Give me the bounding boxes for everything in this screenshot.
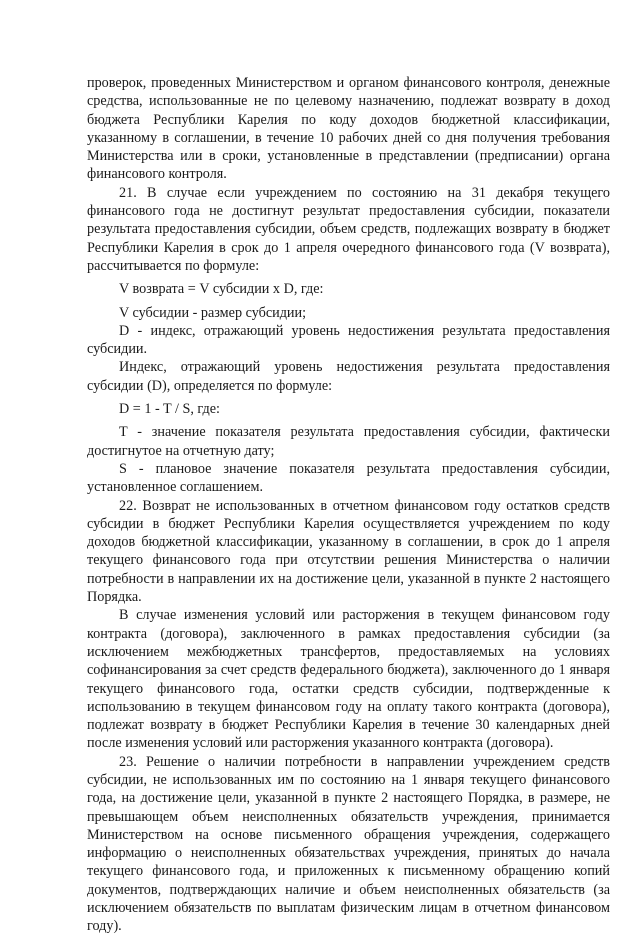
formula-v-return: V возврата = V субсидии x D, где: xyxy=(119,281,324,298)
paragraph-index-formula-intro: Индекс, отражающий уровень недостижения результата предоставления субсидии (D), определяется по формуле: xyxy=(87,359,610,394)
definition-s: S - плановое значение показателя результата предоставления субсидии, установленное соглашением. xyxy=(87,460,610,496)
paragraph-22: 22. Возврат не использованных в отчетном финансовом году остатков средств субсидии в бюджет Республики Карелия осуществляется учреждением по коду доходов бюджетной классификации, указанному в соглашении, в срок до 1 апреля текущего финансового года при отсутствии решения Министерства о наличии потребности в направлении их на достижение цели, указанной в пункте 2 настоящего Порядка. xyxy=(87,497,610,606)
paragraph-21: 21. В случае если учреждением по состоянию на 31 декабря текущего финансового года не достигнут результат предоставления субсидии, показатели результата предоставления субсидии, объем средств, подлежащих возврату в бюджет Республики Карелия в срок до 1 апреля очередного финансового года (V возврата), рассчитывается по формуле: xyxy=(87,184,610,274)
formula-d: D = 1 - T / S, где: xyxy=(119,401,220,418)
definition-v-subsidy: V субсидии - размер субсидии; xyxy=(119,304,307,321)
paragraph-continuation: проверок, проведенных Министерством и органом финансового контроля, денежные средства, использованные не по целевому назначению, подлежат возврату в доход бюджета Республики Карелия по коду доходов бюджетной классификации, указанному в соглашении, в течение 10 рабочих дней со дня получения требования Министерства или в сроки, установленные в представлении (предписании) органа финансового контроля. xyxy=(87,75,610,183)
definition-d-index: D - индекс, отражающий уровень недостижения результата предоставления субсидии. xyxy=(87,322,610,358)
paragraph-23: 23. Решение о наличии потребности в направлении учреждением средств субсидии, не использованных им по состоянию на 1 января текущего финансового года, на достижение цели, указанной в пункте 2 настоящего Порядка, в размере, не превышающем объем неисполненных обязательств учреждения, принимается Министерством на основе письменного обращения учреждения, содержащего информацию о неисполненных обязательствах учреждения, принятых до начала текущего финансового года, и приложенных к письменному обращению копий документов, подтверждающих наличие и объем неисполненных обязательств (за исключением обязательств по выплатам физическим лицам в отчетном финансовом году). xyxy=(87,753,610,935)
definition-t: T - значение показателя результата предоставления субсидии, фактически достигнутое на отчетную дату; xyxy=(87,424,610,459)
paragraph-22-contract: В случае изменения условий или расторжения в текущем финансовом году контракта (договора), заключенного в рамках предоставления субсидии (за исключением межбюджетных трансфертов, предоставляемых на условиях софинансирования за счет средств федерального бюджета), заключенного до 1 января текущего финансового года, остатки средств субсидии, подтвержденные к использованию в текущем финансовом году на оплату такого контракта (договора), подлежат возврату в бюджет Республики Карелия в течение 30 календарных дней после изменения условий или расторжения указанного контракта (договора). xyxy=(87,607,610,752)
document-page xyxy=(87,74,610,936)
